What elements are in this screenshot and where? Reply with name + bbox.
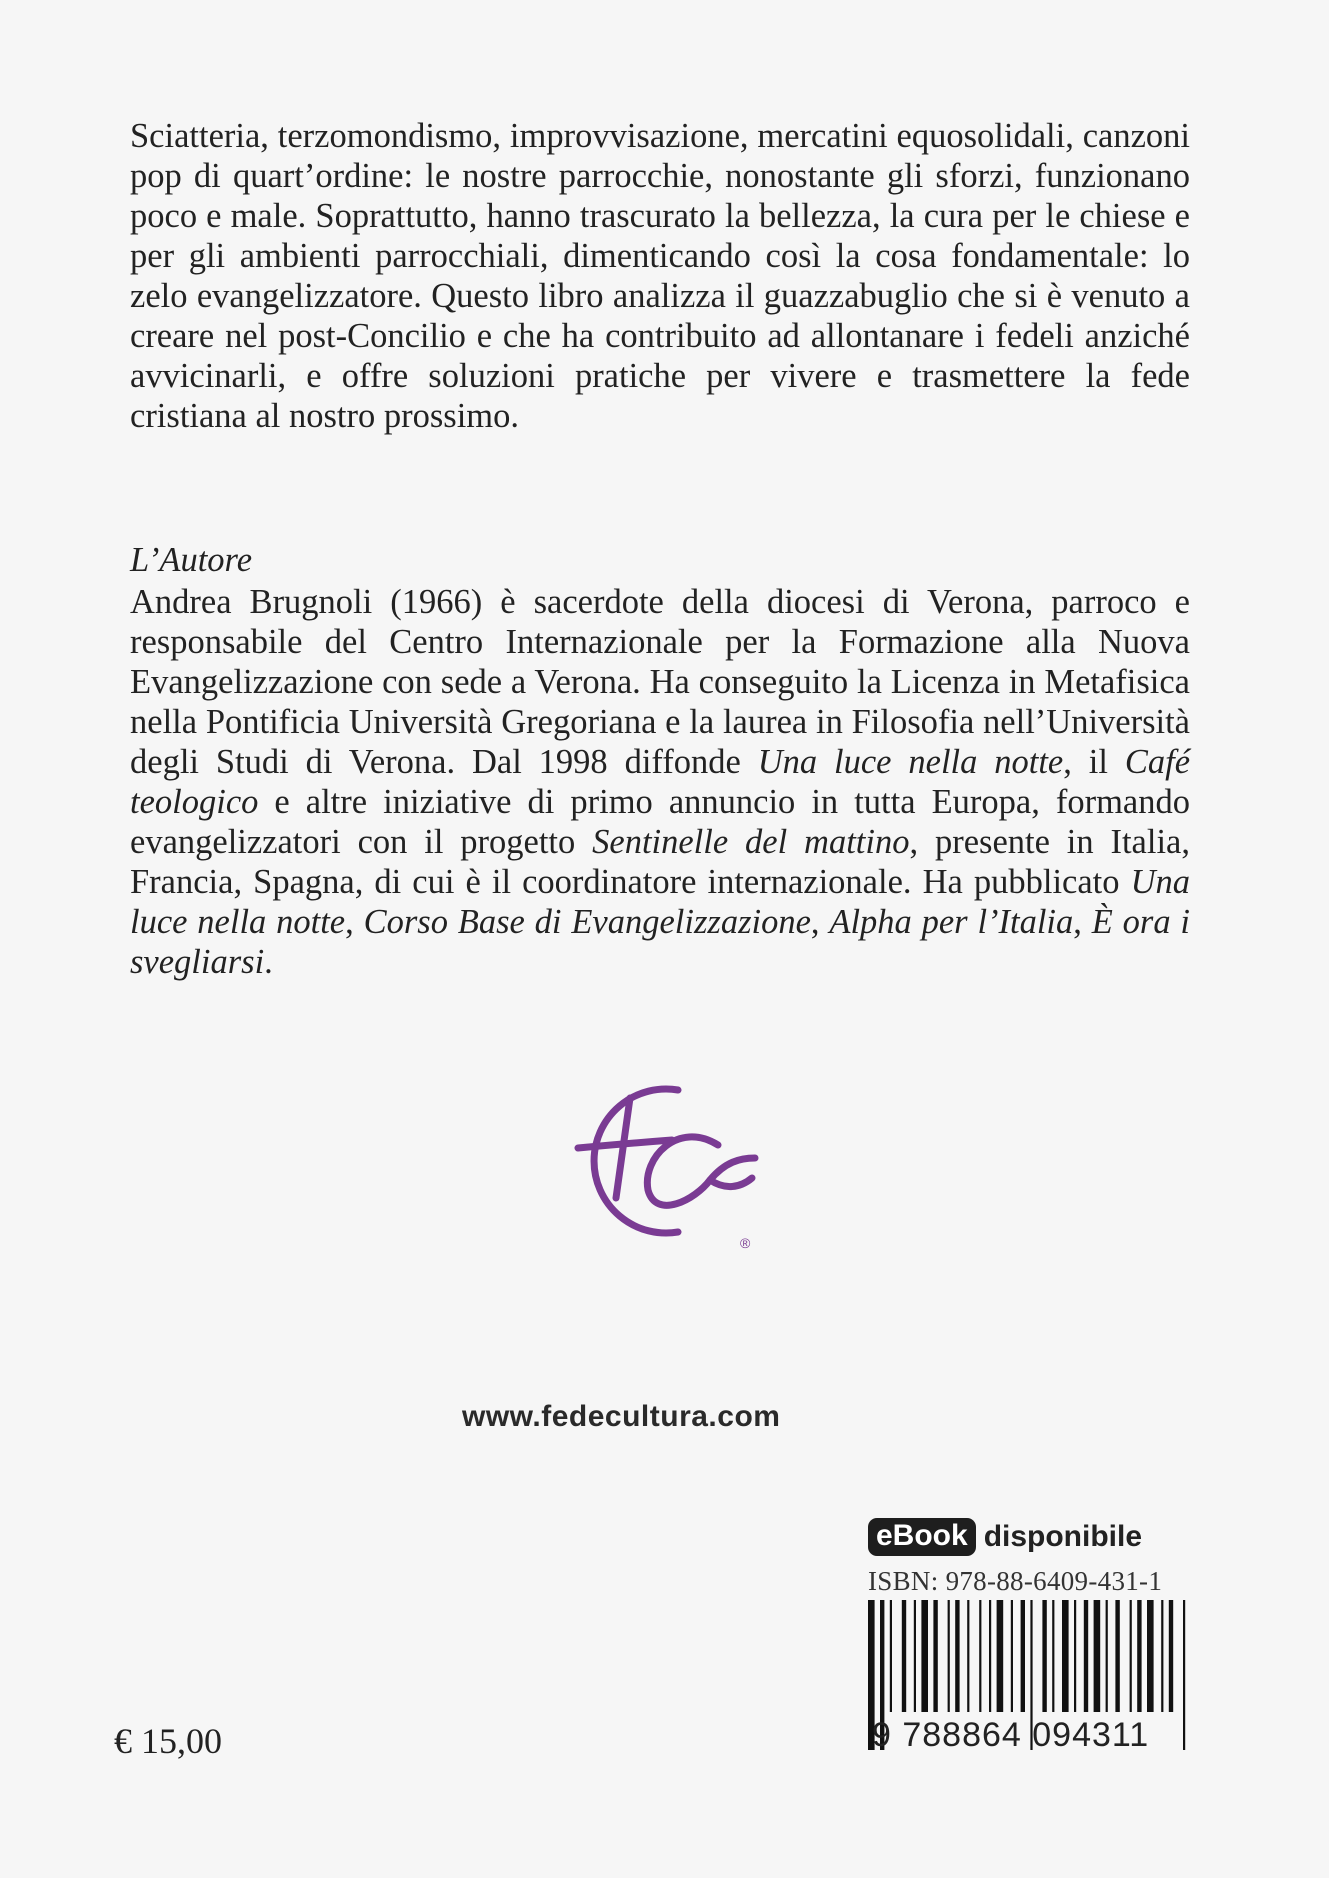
registered-mark: ® (740, 1235, 751, 1251)
bio-text: , (810, 903, 830, 941)
barcode-bar (1062, 1600, 1069, 1712)
project-title: Sentinelle del mattino (592, 823, 910, 861)
barcode-bar (955, 1600, 959, 1712)
bio-text: , (1073, 903, 1092, 941)
bio-text: e altre iniziative di primo annuncio in tutta Europa, formando evangelizzatori con il progetto (130, 783, 1190, 861)
bio-text: Andrea Brugnoli (1966) è sacerdote della diocesi di Verona, parroco e responsabile del Centro Internazionale per la Formazione alla Nuova Evangelizzazione con sede a Verona. Ha conseguito la Licenza in Metafisica nella Pontificia Università Gregoriana e la laurea in Filosofia nell’Università degli Studi di Verona. Dal 1998 diffonde (130, 583, 1190, 781)
author-heading: L’Autore (130, 541, 253, 579)
barcode-bar (1042, 1600, 1046, 1712)
barcode-bar (1115, 1600, 1119, 1712)
cross-fish-logo-icon (560, 1070, 775, 1255)
barcode-bar (997, 1600, 1004, 1712)
book-title: Una luce nella notte (757, 743, 1064, 781)
bio-text: , (345, 903, 364, 941)
book-title: Corso Base di Evangelizzazione (363, 903, 811, 941)
author-bio-text (130, 582, 1190, 982)
back-cover-blurb (130, 116, 1190, 436)
barcode-bar (921, 1600, 928, 1712)
barcode-bar (1147, 1600, 1154, 1712)
barcode-digits: 9 788864 094311 (872, 1716, 1150, 1754)
barcode-bar (1084, 1600, 1088, 1712)
barcode-bar (948, 1600, 950, 1712)
book-title: Café teologico (130, 743, 1191, 821)
ebook-badge: eBook (868, 1518, 976, 1556)
barcode-bar (1094, 1600, 1101, 1712)
barcode-bar (1161, 1600, 1163, 1712)
isbn-label: ISBN: 978-88-6409-431-1 (868, 1566, 1163, 1596)
barcode-bar (967, 1600, 969, 1712)
ebook-label: disponibile (983, 1520, 1143, 1553)
ebook-availability (868, 1518, 1142, 1556)
barcode-bar (902, 1600, 906, 1712)
barcode-bar (989, 1600, 991, 1712)
barcode-bar (1052, 1600, 1054, 1712)
barcode-bar (914, 1600, 916, 1712)
price: € 15,00 (114, 1721, 222, 1761)
barcode-bar (1011, 1600, 1013, 1712)
barcode-bar (1074, 1600, 1076, 1712)
book-title: È ora i svegliarsi (130, 903, 1191, 981)
bio-text: , presente in Italia, Francia, Spagna, di cui è il coordinatore internazionale. Ha pubblicato (130, 823, 1190, 901)
barcode-bar (1021, 1600, 1025, 1712)
barcode-bar (1130, 1600, 1132, 1712)
barcode-bar (979, 1600, 981, 1712)
book-title: Una luce nella notte (130, 863, 1190, 941)
barcode-bar (1169, 1600, 1173, 1712)
publisher-website: www.fedecultura.com (462, 1400, 781, 1433)
barcode-bar (1137, 1600, 1141, 1712)
barcode-bar (1106, 1600, 1108, 1712)
barcode-bar (933, 1600, 937, 1712)
bio-text: , il (1063, 743, 1125, 781)
book-title: Alpha per l’Italia (829, 903, 1074, 941)
bio-text: . (264, 943, 273, 981)
blurb-text: Sciatteria, terzomondismo, improvvisazione, mercatini equosolidali, canzoni pop di quart’ordine: le nostre parrocchie, nonostante gli sforzi, funzionano poco e male. Soprattutto, hanno trascurato la bellezza, la cura per le chiese e per gli ambienti parrocchiali, dimenticando così la cosa fondamentale: lo zelo evangelizzatore. Questo libro analizza il guazzabuglio che si è venuto a creare nel post-Concilio e che ha contribuito ad allontanare i fedeli anziché avvicinarli, e offre soluzioni pratiche per vivere e trasmettere la fede cristiana al nostro prossimo. (130, 117, 1190, 435)
barcode-bar (890, 1600, 892, 1712)
author-bio (130, 582, 1190, 982)
